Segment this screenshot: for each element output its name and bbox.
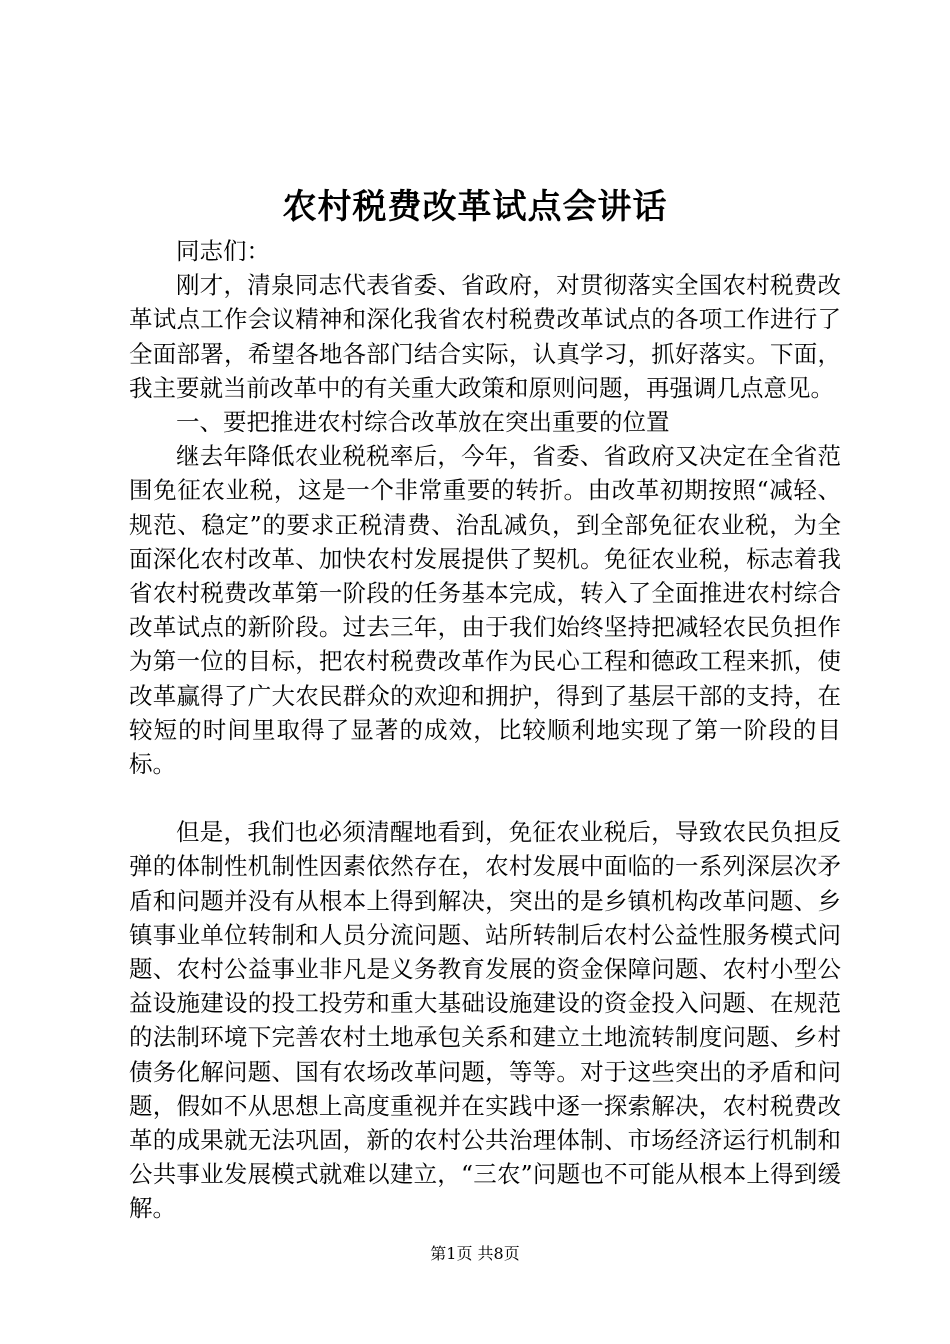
document-title: 农村税费改革试点会讲话 bbox=[282, 187, 668, 227]
salutation: 同志们： bbox=[176, 237, 270, 265]
paragraph-section-1-continued: 但是，我们也必须清醒地看到，免征农业税后，导致农民负担反弹的体制性机制性因素依然存在，农村发展中面临的一系列深层次矛盾和问题并没有从根本上得到解决，突出的是乡镇机构改革问题、乡镇事业单位转制和人员分流问题、站所转制后农村公益性服务模式问题、农村公益事业非凡是义务教育发展的资金保障问题、农村小型公益设施建设的投工投劳和重大基础设施建设的资金投入问题、在规范的法制环境下完善农村土地承包关系和建立土地流转制度问题、乡村债务化解问题、国有农场改革问题，等等。对于这些突出的矛盾和问题，假如不从思想上高度重视并在实践中逐一探索解决，农村税费改革的成果就无法巩固，新的农村公共治理体制、市场经济运行机制和公共事业发展模式就难以建立，“三农”问题也不可能从根本上得到缓解。 bbox=[129, 818, 841, 1223]
page-footer: 第1页 共8页 bbox=[430, 1244, 520, 1263]
paragraph-section-1: 继去年降低农业税税率后，今年，省委、省政府又决定在全省范围免征农业税，这是一个非常重要的转折。由改革初期按照“减轻、规范、稳定”的要求正税清费、治乱减负，到全部免征农业税，为全面深化农村改革、加快农村发展提供了契机。免征农业税，标志着我省农村税费改革第一阶段的任务基本完成，转入了全面推进农村综合改革试点的新阶段。过去三年，由于我们始终坚持把减轻农民负担作为第一位的目标，把农村税费改革作为民心工程和德政工程来抓，使改革赢得了广大农民群众的欢迎和拥护，得到了基层干部的支持，在较短的时间里取得了显著的成效，比较顺利地实现了第一阶段的目标。 bbox=[129, 442, 841, 779]
section-heading-1: 一、要把推进农村综合改革放在突出重要的位置 bbox=[176, 408, 670, 437]
paragraph-intro: 刚才，清泉同志代表省委、省政府，对贯彻落实全国农村税费改革试点工作会议精神和深化我省农村税费改革试点的各项工作进行了全面部署，希望各地各部门结合实际，认真学习，抓好落实。下面，我主要就当前改革中的有关重大政策和原则问题，再强调几点意见。 bbox=[129, 271, 841, 402]
document-body bbox=[129, 234, 841, 1226]
